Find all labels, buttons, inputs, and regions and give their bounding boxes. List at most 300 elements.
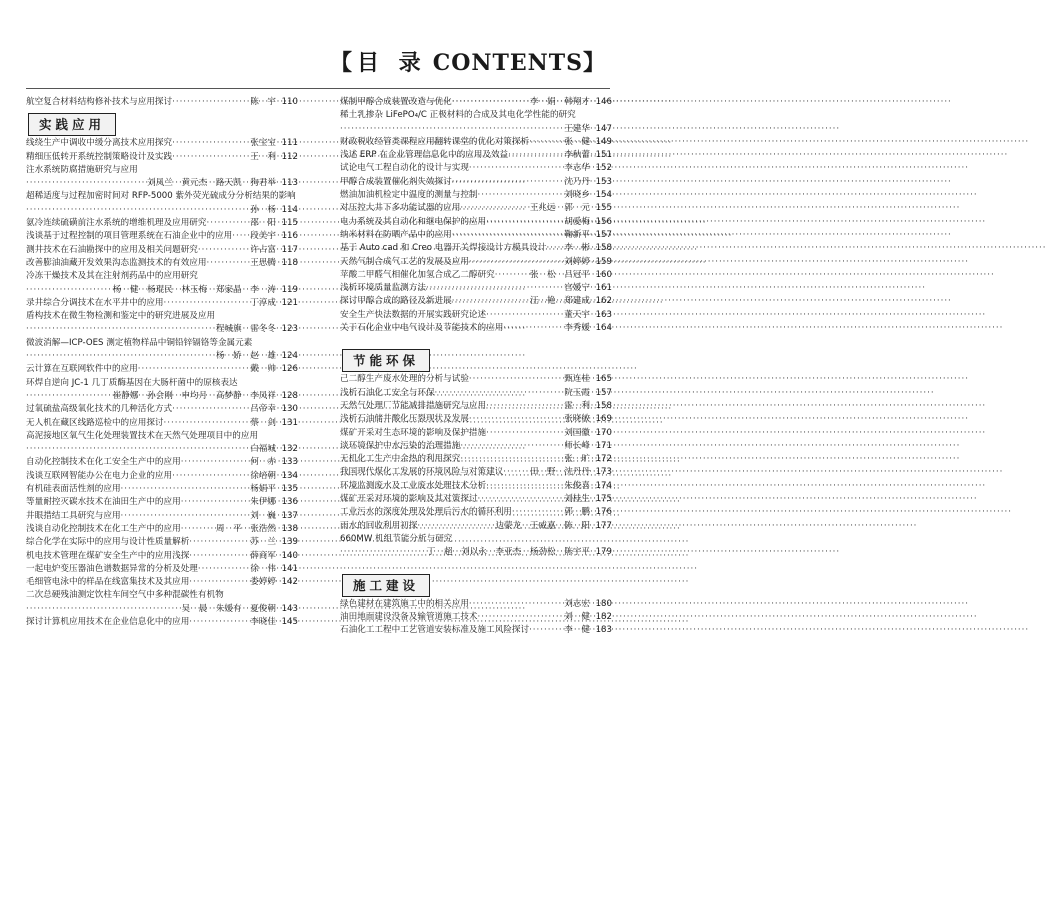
dot-leader bbox=[26, 443, 248, 456]
dot-leader bbox=[189, 536, 248, 549]
entry-page-number: 134 bbox=[281, 470, 298, 481]
construction-entry-list bbox=[340, 598, 612, 638]
entry-title: 录井综合分调技术在水平井中的应用 bbox=[26, 297, 164, 308]
entry-author: 陈 宇 bbox=[250, 97, 276, 107]
dot-leader bbox=[198, 563, 248, 576]
toc-entry[interactable] bbox=[26, 390, 298, 403]
toc-entry[interactable] bbox=[340, 149, 612, 162]
dot-leader bbox=[529, 624, 562, 637]
entry-title: 浅谈基于过程控制的项目管理系统在石油企业中的应用 bbox=[26, 231, 233, 242]
toc-entry[interactable] bbox=[26, 177, 298, 190]
entry-author: 张宝宝 bbox=[250, 138, 276, 149]
toc-entry[interactable] bbox=[340, 269, 612, 282]
entry-page-number: 139 bbox=[281, 537, 298, 548]
toc-entry[interactable] bbox=[340, 466, 612, 479]
entry-page-number: 172 bbox=[595, 454, 612, 465]
entry-page-number: 123 bbox=[281, 324, 298, 335]
entry-title: 线绕生产中调收中缓分离技术应用探究 bbox=[26, 138, 173, 149]
entry-title: 氨冷连续硫磺前注水系统的增维机理及应用研究 bbox=[26, 218, 207, 229]
toc-entry[interactable] bbox=[26, 470, 298, 483]
dot-leader bbox=[26, 350, 214, 363]
toc-entry[interactable] bbox=[340, 109, 612, 122]
entry-page-number: 152 bbox=[595, 163, 612, 174]
entry-title: 燃油加油机检定中温度的测量与控制 bbox=[340, 190, 478, 201]
entry-title: 浅述 ERP 在企业管理信息化中的应用及效益 bbox=[340, 150, 509, 161]
dot-leader bbox=[529, 136, 562, 149]
entry-title: 煤制甲醇合成装置改造与优化 bbox=[340, 97, 452, 107]
dot-leader bbox=[172, 403, 248, 416]
contents-header bbox=[330, 46, 606, 77]
entry-author: 刘桂生 bbox=[564, 494, 590, 505]
toc-entry[interactable] bbox=[340, 493, 612, 506]
entry-author: 刘志宏 bbox=[564, 598, 590, 609]
entry-page-number: 151 bbox=[595, 150, 612, 161]
entry-page-number: 155 bbox=[595, 203, 612, 214]
toc-entry[interactable] bbox=[26, 310, 298, 323]
right-column bbox=[340, 96, 612, 637]
dot-leader bbox=[340, 546, 425, 559]
toc-entry[interactable] bbox=[340, 322, 612, 335]
toc-entry[interactable] bbox=[26, 190, 298, 203]
dot-leader bbox=[189, 616, 248, 629]
entry-title: 苹酸二甲醛气相催化加氢合成乙二醇研究 bbox=[340, 269, 495, 280]
entry-title: 660MW 机组节能分析与研究 bbox=[340, 533, 453, 544]
entry-title: 毛细管电泳中的样品在线富集技术及其应用 bbox=[26, 577, 190, 588]
entry-title: 高泥接地区氧气生化处理装置技术在天然气处理项目中的应用 bbox=[26, 430, 259, 441]
toc-entry[interactable] bbox=[340, 282, 612, 295]
entry-page-number: 158 bbox=[595, 243, 612, 254]
toc-entry[interactable] bbox=[26, 576, 298, 589]
dot-leader bbox=[512, 506, 562, 519]
toc-entry[interactable] bbox=[340, 136, 612, 149]
entry-author: 胡爱梅 bbox=[564, 216, 590, 227]
entry-page-number: 117 bbox=[281, 244, 298, 255]
entry-author: 崔静娜 孙会刚 申均月 高梦静 李凤祥 bbox=[112, 390, 276, 401]
dot-leader bbox=[172, 137, 248, 150]
entry-title: 浅谈自动化控制技术在化工生产中的应用 bbox=[26, 523, 181, 534]
toc-entry[interactable] bbox=[340, 453, 612, 466]
entry-author: 许占富 bbox=[250, 244, 276, 255]
entry-author: 丁 超 刘以永 李亚杰 杨劲松 陈宇平 bbox=[426, 547, 590, 558]
entry-page-number: 169 bbox=[595, 414, 612, 425]
toc-entry[interactable] bbox=[340, 611, 612, 624]
entry-author: 刘凤兰 黄元杰 路天凯 狗君举 bbox=[147, 178, 276, 189]
dot-leader bbox=[469, 413, 562, 426]
entry-title: 有机硅表面活性剂的应用 bbox=[26, 484, 121, 495]
entry-page-number: 113 bbox=[281, 178, 298, 189]
header-rule bbox=[26, 88, 610, 89]
entry-page-number: 180 bbox=[595, 598, 612, 609]
dot-leader bbox=[181, 496, 249, 509]
dot-leader bbox=[452, 295, 528, 308]
toc-entry[interactable] bbox=[26, 550, 298, 563]
entry-title: 天然气制合成气工艺的发展及应用 bbox=[340, 256, 469, 267]
entry-author: 吕帝幸 bbox=[250, 404, 276, 415]
toc-entry[interactable] bbox=[340, 176, 612, 189]
entry-author: 刘晓乡 bbox=[564, 190, 590, 201]
toc-entry[interactable] bbox=[340, 256, 612, 269]
entry-title: 环焊自逆向 JC-1 几丁质酶基因在大肠杆菌中的原核表达 bbox=[26, 377, 238, 388]
toc-entry[interactable] bbox=[26, 257, 298, 270]
toc-entry[interactable] bbox=[340, 387, 612, 400]
entry-title: 微波消解—ICP-OES 测定植物样品中铜铅锌镉铬等金属元素 bbox=[26, 337, 253, 348]
entry-author: 师长峰 bbox=[564, 440, 590, 451]
toc-entry[interactable] bbox=[340, 309, 612, 322]
toc-entry[interactable] bbox=[26, 563, 298, 576]
toc-entry[interactable] bbox=[26, 510, 298, 523]
toc-entry[interactable] bbox=[340, 96, 612, 109]
energy-entry-list bbox=[340, 373, 612, 559]
entry-page-number: 130 bbox=[281, 404, 298, 415]
entry-author: 沈乃丹 bbox=[564, 176, 590, 187]
entry-author: 李 健 bbox=[564, 625, 590, 636]
toc-entry[interactable] bbox=[26, 443, 298, 456]
dot-leader bbox=[340, 123, 562, 136]
entry-author: 郭 鹏 bbox=[564, 507, 590, 518]
dot-leader bbox=[478, 493, 563, 506]
dot-leader bbox=[181, 456, 249, 469]
dot-leader bbox=[452, 176, 562, 189]
toc-entry[interactable] bbox=[26, 616, 298, 629]
entry-title: 己二醇生产废水处理的分析与试验 bbox=[340, 374, 469, 385]
entry-author: 戴 帅 bbox=[250, 364, 276, 375]
entry-page-number: 142 bbox=[281, 577, 298, 588]
dot-leader bbox=[198, 244, 248, 257]
toc-entry[interactable] bbox=[340, 533, 612, 546]
toc-entry[interactable] bbox=[340, 162, 612, 175]
dot-leader bbox=[206, 257, 248, 270]
toc-entry[interactable] bbox=[26, 496, 298, 509]
toc-entry[interactable] bbox=[26, 217, 298, 230]
entry-title: 石油化工工程中工艺管道安装标准及施工风险探讨 bbox=[340, 625, 530, 636]
entry-page-number: 146 bbox=[595, 97, 612, 107]
entry-author: 鞠新平 bbox=[564, 229, 590, 240]
entry-title: 环境监测废水及工业废水处理技术分析 bbox=[340, 480, 487, 491]
dot-leader bbox=[486, 427, 562, 440]
dot-leader bbox=[26, 603, 179, 616]
toc-entry[interactable] bbox=[340, 202, 612, 215]
toc-entry[interactable] bbox=[340, 427, 612, 440]
entry-author: 杨 娇 赵 雄 bbox=[215, 351, 276, 362]
entry-page-number: 126 bbox=[281, 364, 298, 375]
dot-leader bbox=[503, 322, 562, 335]
entry-page-number: 116 bbox=[281, 231, 298, 242]
entry-page-number: 171 bbox=[595, 440, 612, 451]
entry-author: 张晓敏 bbox=[564, 414, 590, 425]
dot-leader bbox=[172, 470, 248, 483]
entry-title: 浅析石油化工安全与环保 bbox=[340, 387, 435, 398]
entry-author: 周 平 张浩然 bbox=[215, 523, 276, 534]
entry-title: 探讨计算机应用技术在企业信息化中的应用 bbox=[26, 616, 190, 627]
entry-title: 绿色建材在建筑施工中的相关应用 bbox=[340, 598, 469, 609]
toc-entry[interactable] bbox=[26, 284, 298, 297]
entry-author: 王兆远 郭 元 bbox=[529, 203, 590, 214]
entry-author: 吴 晨 朱媛有 夏俊朝 bbox=[181, 603, 276, 614]
dot-leader bbox=[469, 373, 562, 386]
toc-entry[interactable] bbox=[340, 480, 612, 493]
entry-title: 等量耐控灭碳水技术在油田生产中的应用 bbox=[26, 497, 181, 508]
toc-entry[interactable] bbox=[26, 377, 298, 390]
entry-page-number: 162 bbox=[595, 296, 612, 307]
entry-title: 油田地面建设没备及输管道施工技术 bbox=[340, 611, 478, 622]
toc-entry[interactable] bbox=[26, 536, 298, 549]
entry-author: 李志华 bbox=[564, 163, 590, 174]
entry-page-number: 124 bbox=[281, 351, 298, 362]
toc-entry[interactable] bbox=[340, 520, 612, 533]
entry-page-number: 140 bbox=[281, 550, 298, 561]
entry-author: 李秋蕾 bbox=[564, 150, 590, 161]
dot-leader bbox=[138, 363, 248, 376]
entry-page-number: 110 bbox=[281, 97, 298, 107]
toc-entry[interactable] bbox=[340, 413, 612, 426]
toc-entry[interactable] bbox=[340, 598, 612, 611]
entry-page-number: 175 bbox=[595, 494, 612, 505]
entry-title: 超稀适度与过程加密时间对 RFP-5000 紫外荧光硫成分分析结果的影响 bbox=[26, 191, 296, 202]
toc-entry[interactable] bbox=[340, 123, 612, 136]
toc-entry[interactable] bbox=[340, 216, 612, 229]
entry-title: 煤矿开采对生态环境的影响及保护措施 bbox=[340, 427, 487, 438]
entry-title: 无人机在藏区线路巡检中的应用探讨 bbox=[26, 417, 164, 428]
entry-title: 甲醇合成装置催化剂失效探讨 bbox=[340, 176, 452, 187]
dot-leader bbox=[121, 483, 249, 496]
toc-entry[interactable] bbox=[26, 244, 298, 257]
entry-page-number: 147 bbox=[595, 123, 612, 134]
entry-author: 李秀媛 bbox=[564, 323, 590, 334]
entry-page-number: 165 bbox=[595, 374, 612, 385]
entry-title: 无机化工生产中余热的利用探究 bbox=[340, 454, 461, 465]
toc-entry[interactable] bbox=[26, 430, 298, 443]
toc-entry[interactable] bbox=[26, 96, 298, 109]
entry-title: 测井技术在石油勘探中的应用及相关问题研究 bbox=[26, 244, 198, 255]
toc-entry[interactable] bbox=[26, 270, 298, 283]
entry-page-number: 183 bbox=[595, 625, 612, 636]
entry-author: 蔡 剑 bbox=[250, 417, 276, 428]
entry-title: 自动化控制技术在化工安全生产中的应用 bbox=[26, 457, 181, 468]
entry-title: 关于石化企业中电气设计及节能技术的应用 bbox=[340, 323, 504, 334]
entry-title: 电力系统及其自动化和继电保护的应用 bbox=[340, 216, 487, 227]
entry-author: 程城旗 雷冬冬 bbox=[215, 324, 276, 335]
entry-page-number: 160 bbox=[595, 269, 612, 280]
dot-leader bbox=[26, 390, 111, 403]
entry-author: 朱俊喜 bbox=[564, 480, 590, 491]
dot-leader bbox=[189, 576, 248, 589]
entry-page-number: 135 bbox=[281, 484, 298, 495]
entry-author: 段美宇 bbox=[250, 231, 276, 242]
entry-title: 稀土乳掺杂 LiFePO₄/C 正极材料的合成及其电化学性能的研究 bbox=[340, 110, 576, 121]
dot-leader bbox=[172, 96, 248, 109]
entry-author: 宫媛宁 bbox=[564, 283, 590, 294]
entry-page-number: 136 bbox=[281, 497, 298, 508]
entry-page-number: 174 bbox=[595, 480, 612, 491]
header-bracket-close: 】 bbox=[582, 50, 606, 76]
entry-page-number: 163 bbox=[595, 309, 612, 320]
toc-entry[interactable] bbox=[26, 323, 298, 336]
dot-leader bbox=[546, 242, 562, 255]
entry-title: 我国现代煤化工发展的环境风险与对策建议 bbox=[340, 467, 504, 478]
entry-page-number: 154 bbox=[595, 190, 612, 201]
entry-author: 王思腾 bbox=[250, 257, 276, 268]
entry-title: 机电技术管理在煤矿安全生产中的应用浅探 bbox=[26, 550, 190, 561]
entry-page-number: 149 bbox=[595, 136, 612, 147]
dot-leader bbox=[172, 151, 248, 164]
dot-leader bbox=[452, 229, 562, 242]
entry-page-number: 111 bbox=[281, 138, 298, 149]
toc-entry[interactable] bbox=[26, 164, 298, 177]
entry-page-number: 159 bbox=[595, 256, 612, 267]
entry-author: 邵 阳 bbox=[250, 218, 276, 229]
entry-page-number: 118 bbox=[281, 257, 298, 268]
dot-leader bbox=[189, 550, 248, 563]
entry-author: 刘 巍 bbox=[250, 510, 276, 521]
entry-title: 纳米材料在防晒产品中的应用 bbox=[340, 229, 452, 240]
toc-entry[interactable] bbox=[340, 400, 612, 413]
entry-page-number: 161 bbox=[595, 283, 612, 294]
toc-entry[interactable] bbox=[26, 403, 298, 416]
entry-author: 薛商军 bbox=[250, 550, 276, 561]
toc-entry[interactable] bbox=[26, 456, 298, 469]
dot-leader bbox=[232, 230, 248, 243]
dot-leader bbox=[486, 216, 562, 229]
toc-entry[interactable] bbox=[26, 483, 298, 496]
toc-entry[interactable] bbox=[26, 350, 298, 363]
entry-page-number: 170 bbox=[595, 427, 612, 438]
entry-author: 徐 伟 bbox=[250, 563, 276, 574]
header-title-en: CONTENTS bbox=[432, 50, 583, 76]
entry-author: 田 野 沈丹丹 bbox=[529, 467, 590, 478]
dot-leader bbox=[478, 611, 563, 624]
entry-title: 探讨甲醇合成的路径及新进展 bbox=[340, 296, 452, 307]
entry-page-number: 128 bbox=[281, 390, 298, 401]
entry-title: 精细压低转开系统控制策略设计及实践 bbox=[26, 151, 173, 162]
entry-title: 雨水的回收利用初探 bbox=[340, 520, 418, 531]
entry-title: 工业污水的深度处理及处理后污水的循环利用 bbox=[340, 507, 512, 518]
toc-entry[interactable] bbox=[26, 204, 298, 217]
toc-entry[interactable] bbox=[340, 295, 612, 308]
entry-page-number: 179 bbox=[595, 547, 612, 558]
toc-entry[interactable] bbox=[340, 440, 612, 453]
entry-page-number: 173 bbox=[595, 467, 612, 478]
dot-leader bbox=[469, 598, 562, 611]
section-heading-construction: 施工建设 bbox=[342, 574, 430, 597]
entry-author: 王建华 bbox=[564, 123, 590, 134]
entry-page-number: 157 bbox=[595, 229, 612, 240]
entry-page-number: 112 bbox=[281, 151, 298, 162]
dot-leader bbox=[26, 177, 145, 190]
entry-title: 煤矿开采对环境的影响及其对策探讨 bbox=[340, 494, 478, 505]
dot-leader bbox=[26, 323, 214, 336]
entry-author: 李 娟 韩翔才 bbox=[529, 97, 590, 107]
dot-leader bbox=[460, 202, 528, 215]
toc-entry[interactable] bbox=[340, 506, 612, 519]
dot-leader bbox=[452, 96, 528, 109]
entry-title: 浅析石油储井酸化压裂现状及发展 bbox=[340, 414, 469, 425]
entry-page-number: 137 bbox=[281, 510, 298, 521]
toc-entry[interactable] bbox=[26, 137, 298, 150]
toc-entry[interactable] bbox=[26, 603, 298, 616]
toc-entry[interactable] bbox=[340, 242, 612, 255]
entry-author: 刘婷婷 bbox=[564, 256, 590, 267]
dot-leader bbox=[164, 417, 249, 430]
entry-title: 对压控大井下多功能试器的应用 bbox=[340, 203, 461, 214]
entry-page-number: 115 bbox=[281, 218, 298, 229]
entry-title: 谈环境保护中水污染的治理措施 bbox=[340, 440, 461, 451]
dot-leader bbox=[426, 282, 562, 295]
dot-leader bbox=[26, 284, 111, 297]
toc-entry[interactable] bbox=[340, 546, 612, 559]
entry-author: 杨娟平 bbox=[250, 484, 276, 495]
toc-entry[interactable] bbox=[26, 363, 298, 376]
entry-page-number: 158 bbox=[595, 400, 612, 411]
entry-author: 杨 健 杨琨民 林玉梅 郑家晶 李 涛 bbox=[112, 284, 276, 295]
toc-entry[interactable] bbox=[26, 151, 298, 164]
toc-entry[interactable] bbox=[340, 189, 612, 202]
dot-leader bbox=[181, 523, 214, 536]
entry-page-number: 121 bbox=[281, 297, 298, 308]
dot-leader bbox=[503, 466, 528, 479]
toc-entry[interactable] bbox=[340, 229, 612, 242]
entry-title: 冷冻干燥技术及其在注射剂药品中的应用研究 bbox=[26, 271, 198, 282]
entry-page-number: 131 bbox=[281, 417, 298, 428]
dot-leader bbox=[417, 520, 493, 533]
dot-leader bbox=[508, 149, 562, 162]
dot-leader bbox=[164, 297, 249, 310]
entry-author: 甄连桂 bbox=[564, 374, 590, 385]
entry-author: 丁淳成 bbox=[250, 297, 276, 308]
entry-author: 苏 兰 bbox=[250, 537, 276, 548]
toc-entry[interactable] bbox=[26, 230, 298, 243]
dot-leader bbox=[486, 400, 562, 413]
entry-page-number: 119 bbox=[281, 284, 298, 295]
dot-leader bbox=[469, 256, 562, 269]
entry-author: 董天宇 bbox=[564, 309, 590, 320]
entry-title: 二次总硬残油测定饮柱车间空气中多种混碳性有机物 bbox=[26, 590, 224, 601]
entry-title: 航空复合材料结构修补技术与应用探讨 bbox=[26, 97, 173, 107]
toc-entry[interactable] bbox=[340, 624, 612, 637]
dot-leader bbox=[495, 269, 528, 282]
toc-entry[interactable] bbox=[26, 589, 298, 602]
toc-entry[interactable] bbox=[26, 297, 298, 310]
toc-entry[interactable] bbox=[26, 523, 298, 536]
entry-author: 朱伊娜 bbox=[250, 497, 276, 508]
section-heading-energy: 节能环保 bbox=[342, 349, 430, 372]
dot-leader bbox=[26, 204, 248, 217]
entry-title: 浅析环境质量监测方法 bbox=[340, 283, 426, 294]
header-title-zh: 目 录 bbox=[357, 50, 427, 76]
dot-leader bbox=[121, 510, 249, 523]
entry-title: 安全生产快法数据的开展实践研究论述 bbox=[340, 309, 487, 320]
dot-leader bbox=[460, 453, 562, 466]
entry-page-number: 157 bbox=[595, 387, 612, 398]
dot-leader bbox=[435, 387, 563, 400]
dot-leader bbox=[206, 217, 248, 230]
entry-page-number: 145 bbox=[281, 616, 298, 627]
entry-page-number: 133 bbox=[281, 457, 298, 468]
toc-entry[interactable] bbox=[26, 337, 298, 350]
entry-page-number: 141 bbox=[281, 563, 298, 574]
header-bracket-open: 【 bbox=[330, 50, 354, 76]
entry-page-number: 132 bbox=[281, 444, 298, 455]
entry-title: 财政税收经管类课程应用翻转课堂的优化对策探析 bbox=[340, 136, 530, 147]
toc-entry[interactable] bbox=[340, 373, 612, 386]
entry-page-number: 164 bbox=[595, 323, 612, 334]
entry-title: 一起电炉变压器油色谱数据异常的分析及处理 bbox=[26, 563, 198, 574]
dot-leader bbox=[460, 440, 562, 453]
entry-author: 李 彬 bbox=[564, 243, 590, 254]
entry-author: 李晓佳 bbox=[250, 616, 276, 627]
toc-entry[interactable] bbox=[26, 417, 298, 430]
entry-author: 张 旷 bbox=[564, 454, 590, 465]
dot-leader bbox=[469, 162, 562, 175]
